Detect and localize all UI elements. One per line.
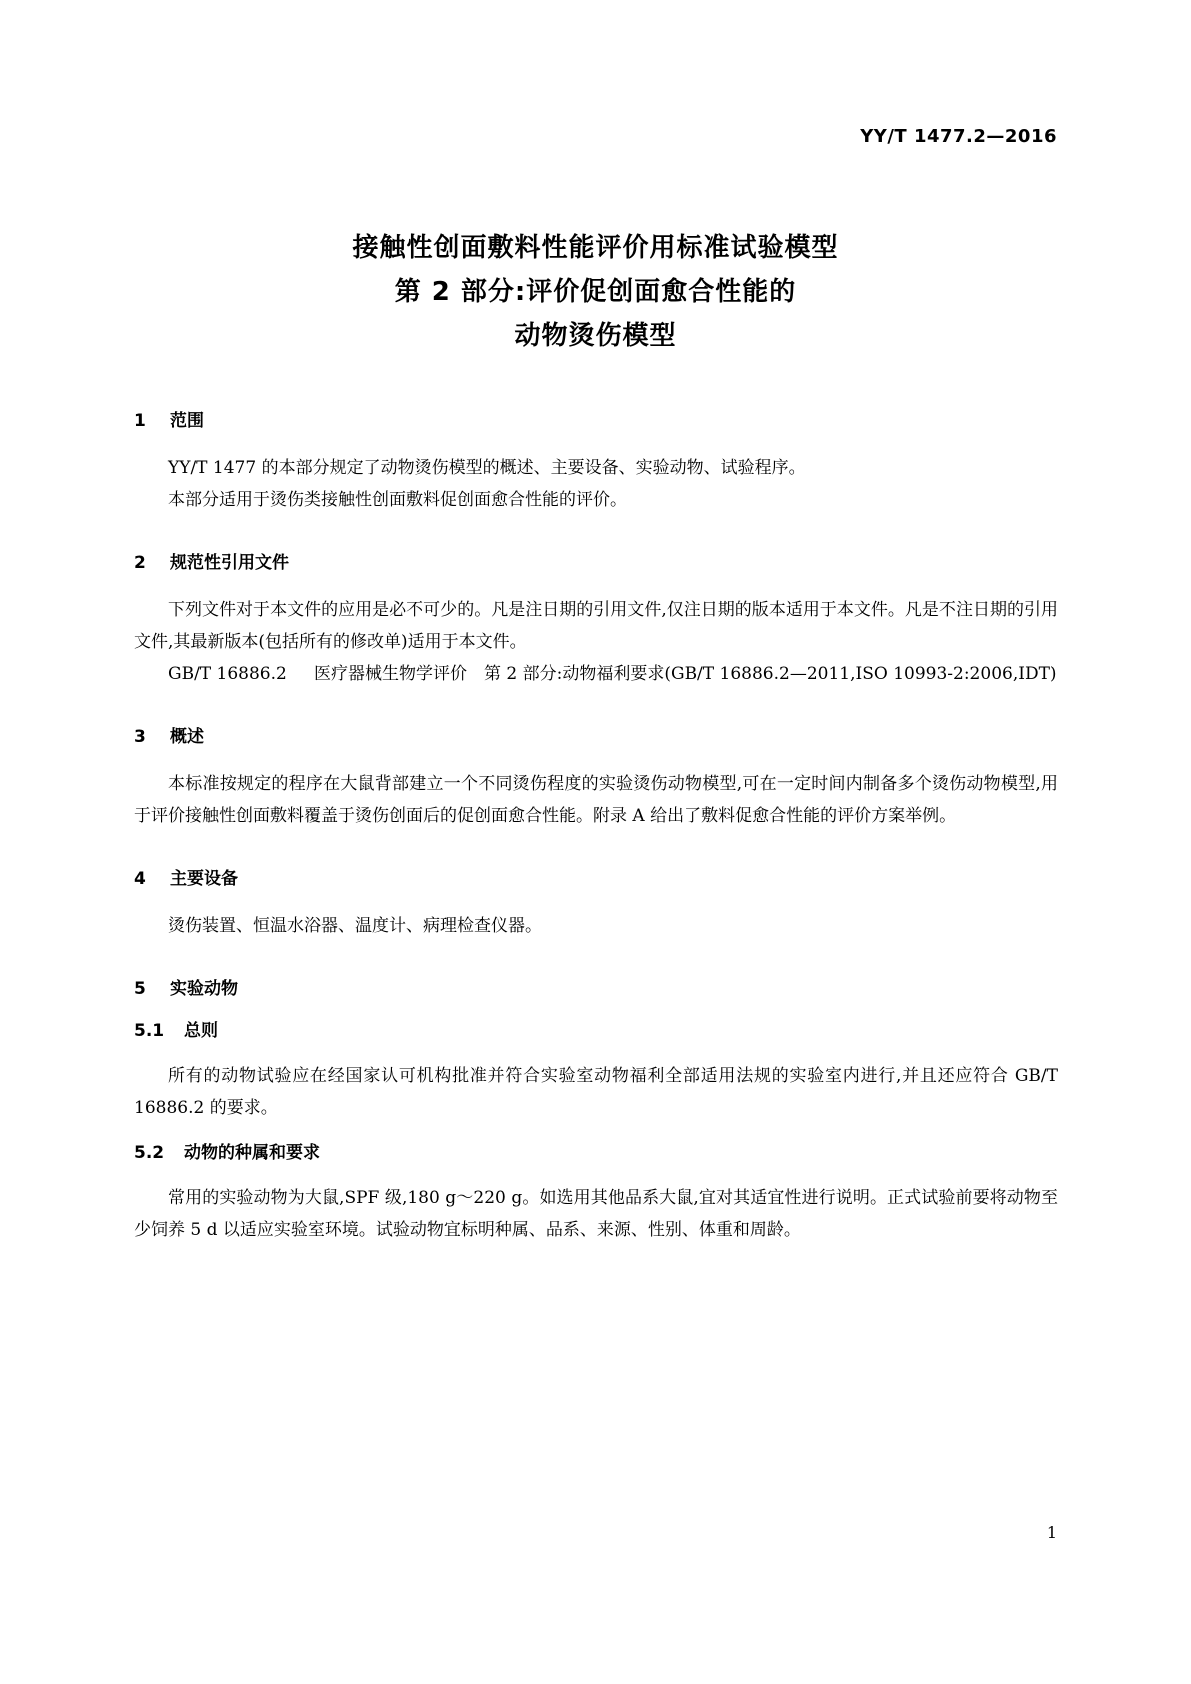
- paragraph: 常用的实验动物为大鼠,SPF 级,180 g～220 g。如选用其他品系大鼠,宜对其适宜性进行说明。正式试验前要将动物至少饲养 5 d 以适应实验室环境。试验动物宜标明种属、品系、来源、性别、体重和周龄。: [134, 1188, 1058, 1240]
- paragraph: 烫伤装置、恒温水浴器、温度计、病理检查仪器。: [168, 916, 542, 936]
- reference-entry: [134, 658, 1058, 690]
- section-heading-scope: [134, 408, 1058, 434]
- paragraph: 下列文件对于本文件的应用是必不可少的。凡是注日期的引用文件,仅注日期的版本适用于本文件。凡是不注日期的引用文件,其最新版本(包括所有的修改单)适用于本文件。: [134, 600, 1058, 652]
- paragraph: 本标准按规定的程序在大鼠背部建立一个不同烫伤程度的实验烫伤动物模型,可在一定时间内制备多个烫伤动物模型,用于评价接触性创面敷料覆盖于烫伤创面后的促创面愈合性能。附录 A 给出了敷料促愈合性能的评价方案举例。: [134, 774, 1058, 826]
- paragraph: 本部分适用于烫伤类接触性创面敷料促创面愈合性能的评价。: [168, 490, 627, 510]
- section-heading-main-equipment: [134, 866, 1058, 892]
- document-title: [0, 226, 1191, 358]
- subsection-number: 5.2: [134, 1143, 165, 1163]
- title-line-2: 第 2 部分:评价促创面愈合性能的: [394, 277, 797, 307]
- subsection-title: 总则: [184, 1021, 218, 1041]
- section-number: 4: [134, 869, 146, 889]
- section-number: 5: [134, 979, 146, 999]
- section-heading-laboratory-animals: [134, 976, 1058, 1002]
- title-line-3: 动物烫伤模型: [514, 321, 677, 351]
- reference-text: 医疗器械生物学评价 第 2 部分:动物福利要求(GB/T 16886.2—2011,ISO 10993-2:2006,IDT): [314, 664, 1057, 684]
- section-heading-overview: [134, 724, 1058, 750]
- section-heading-normative-references: [134, 550, 1058, 576]
- subsection-number: 5.1: [134, 1021, 165, 1041]
- subsection-heading-general: [134, 1018, 1058, 1044]
- section-title: 规范性引用文件: [170, 553, 289, 573]
- section-title: 主要设备: [170, 869, 238, 889]
- section-title: 实验动物: [170, 979, 238, 999]
- section-number: 1: [134, 411, 146, 431]
- title-line-1: 接触性创面敷料性能评价用标准试验模型: [352, 233, 839, 263]
- subsection-heading-species-requirements: [134, 1140, 1058, 1166]
- section-number: 2: [134, 553, 146, 573]
- page-number: 1: [1046, 1523, 1057, 1542]
- section-title: 范围: [170, 411, 204, 431]
- paragraph: YY/T 1477 的本部分规定了动物烫伤模型的概述、主要设备、实验动物、试验程序。: [168, 458, 806, 478]
- reference-id: GB/T 16886.2: [168, 664, 287, 684]
- standard-number: YY/T 1477.2—2016: [860, 126, 1057, 147]
- section-number: 3: [134, 727, 146, 747]
- section-title: 概述: [170, 727, 204, 747]
- paragraph: 所有的动物试验应在经国家认可机构批准并符合实验室动物福利全部适用法规的实验室内进行,并且还应符合 GB/T 16886.2 的要求。: [134, 1066, 1058, 1118]
- subsection-title: 动物的种属和要求: [184, 1143, 320, 1163]
- document-body: [134, 408, 1058, 1246]
